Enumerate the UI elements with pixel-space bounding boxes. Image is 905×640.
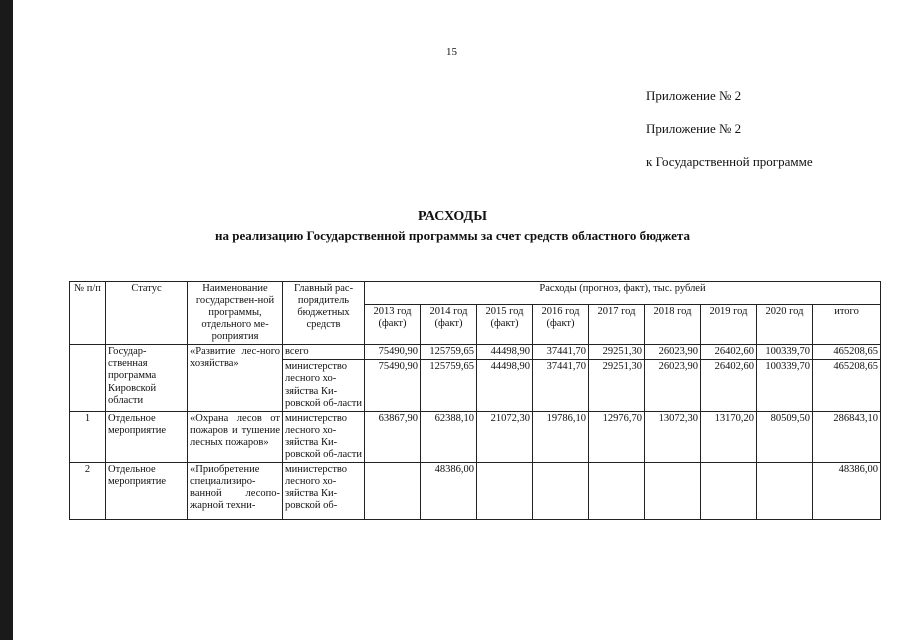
header-year: 2014 год (факт) (421, 304, 477, 345)
cell-name: «Развитие лес-ного хозяйства» (188, 345, 283, 411)
cell-manager: всего (283, 345, 365, 360)
header-year: 2020 год (757, 304, 813, 345)
cell-total: 286843,10 (813, 411, 881, 462)
header-year: 2016 год (факт) (533, 304, 589, 345)
cell-value: 62388,10 (421, 411, 477, 462)
cell-value: 44498,90 (477, 345, 533, 360)
table-row-program-total (70, 345, 881, 360)
page-number: 15 (446, 46, 457, 58)
cell-manager: министерство лесного хо-зяйства Ки-ровской об-ласти (283, 411, 365, 462)
cell-value (365, 462, 421, 519)
cell-total: 48386,00 (813, 462, 881, 519)
cell-value: 13170,20 (701, 411, 757, 462)
cell-status: Отдельное мероприятие (106, 462, 188, 519)
cell-value: 13072,30 (645, 411, 701, 462)
cell-num: 2 (70, 462, 106, 519)
cell-value (645, 462, 701, 519)
cell-value: 44498,90 (477, 360, 533, 411)
scan-edge-bar (0, 0, 13, 640)
cell-value: 21072,30 (477, 411, 533, 462)
cell-value: 48386,00 (421, 462, 477, 519)
cell-value: 26402,60 (701, 360, 757, 411)
header-total: итого (813, 304, 881, 345)
cell-value: 100339,70 (757, 360, 813, 411)
header-year: 2018 год (645, 304, 701, 345)
cell-name: «Приобретение специализиро-ванной лесопо-жарной техни- (188, 462, 283, 519)
cell-value: 75490,90 (365, 345, 421, 360)
cell-value (533, 462, 589, 519)
cell-total: 465208,65 (813, 345, 881, 360)
table-row (70, 411, 881, 462)
cell-status: Государ-ственная программа Кировской области (106, 345, 188, 411)
cell-value: 125759,65 (421, 345, 477, 360)
header-status: Статус (106, 282, 188, 345)
cell-num: 1 (70, 411, 106, 462)
appendix-line-2: Приложение № 2 (646, 121, 742, 136)
document-title: РАСХОДЫ (418, 209, 487, 224)
cell-value: 26402,60 (701, 345, 757, 360)
cell-value (477, 462, 533, 519)
header-num: № п/п (70, 282, 106, 345)
cell-manager: министерство лесного хо-зяйства Ки-ровской об- (283, 462, 365, 519)
document-subtitle: на реализацию Государственной программы за счет средств областного бюджета (215, 228, 690, 243)
appendix-line-3: к Государственной программе (646, 154, 813, 169)
header-year: 2013 год (факт) (365, 304, 421, 345)
header-year: 2017 год (589, 304, 645, 345)
header-expenses: Расходы (прогноз, факт), тыс. рублей (365, 282, 881, 305)
cell-value: 63867,90 (365, 411, 421, 462)
cell-value: 100339,70 (757, 345, 813, 360)
header-name: Наименование государствен-ной программы, отдельного ме-роприятия (188, 282, 283, 345)
cell-value: 26023,90 (645, 360, 701, 411)
table-row (70, 462, 881, 519)
cell-value (589, 462, 645, 519)
header-manager: Главный рас-порядитель бюджетных средств (283, 282, 365, 345)
cell-value: 37441,70 (533, 360, 589, 411)
cell-total: 465208,65 (813, 360, 881, 411)
cell-num (70, 345, 106, 411)
cell-value: 19786,10 (533, 411, 589, 462)
cell-value: 75490,90 (365, 360, 421, 411)
cell-value (701, 462, 757, 519)
header-year: 2019 год (701, 304, 757, 345)
cell-value: 125759,65 (421, 360, 477, 411)
cell-value: 26023,90 (645, 345, 701, 360)
header-row-1 (70, 282, 881, 305)
cell-value: 12976,70 (589, 411, 645, 462)
cell-name: «Охрана лесов от пожаров и тушение лесных пожаров» (188, 411, 283, 462)
expenses-table (69, 281, 881, 520)
cell-value (757, 462, 813, 519)
header-year: 2015 год (факт) (477, 304, 533, 345)
cell-status: Отдельное мероприятие (106, 411, 188, 462)
cell-value: 37441,70 (533, 345, 589, 360)
cell-value: 29251,30 (589, 360, 645, 411)
cell-manager: министерство лесного хо-зяйства Ки-ровской об-ласти (283, 360, 365, 411)
cell-value: 29251,30 (589, 345, 645, 360)
cell-value: 80509,50 (757, 411, 813, 462)
appendix-line-1: Приложение № 2 (646, 88, 742, 103)
